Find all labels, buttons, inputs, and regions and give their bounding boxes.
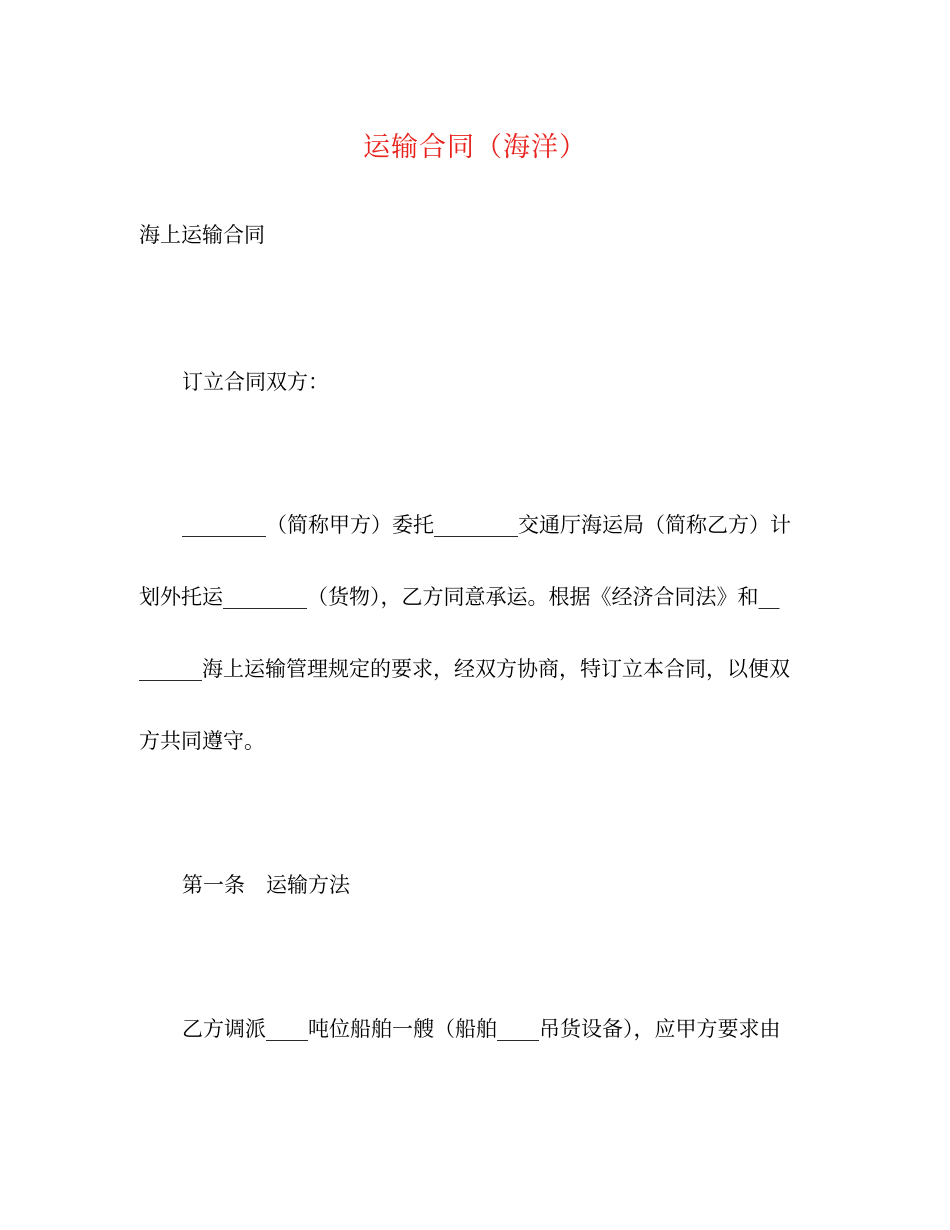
article-1-text-line: 乙方调派____吨位船舶一艘（船舶____吊货设备），应甲方要求由	[182, 1017, 781, 1041]
parties-heading: 订立合同双方：	[182, 370, 329, 394]
intro-line-4: 方共同遵守。	[139, 729, 265, 753]
document-title: 运输合同（海洋）	[363, 132, 587, 163]
intro-line-1: ________（简称甲方）委托________交通厅海运局（简称乙方）计	[182, 513, 791, 537]
article-1-heading: 第一条 运输方法	[182, 873, 350, 897]
document-subtitle: 海上运输合同	[139, 223, 265, 247]
intro-line-2: 划外托运________（货物），乙方同意承运。根据《经济合同法》和__	[139, 585, 780, 609]
intro-line-3: ______海上运输管理规定的要求，经双方协商，特订立本合同，以便双	[139, 657, 790, 681]
